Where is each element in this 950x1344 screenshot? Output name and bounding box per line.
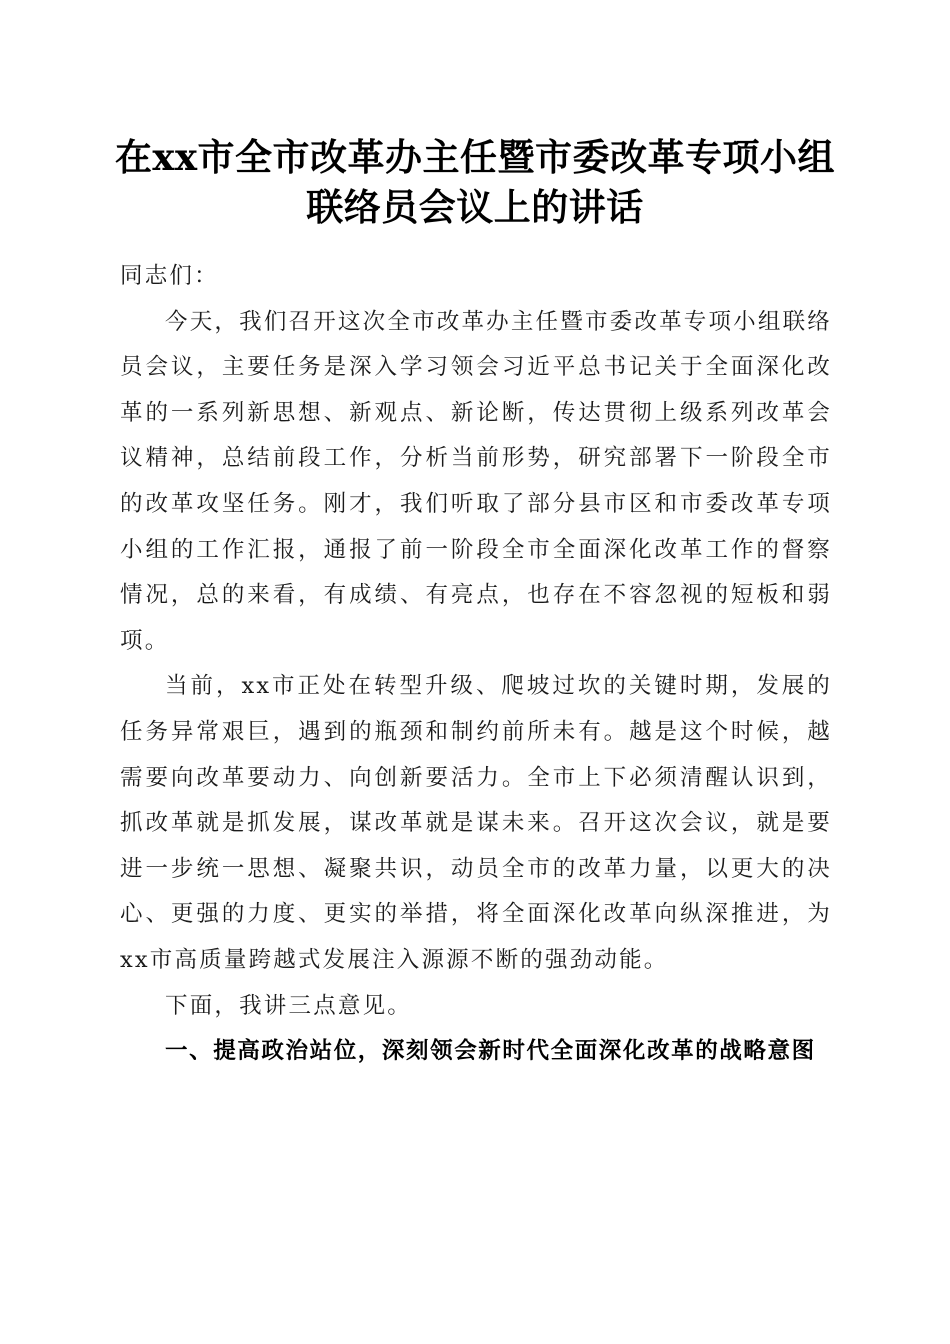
paragraph-transition: 下面，我讲三点意见。	[165, 992, 413, 1019]
salutation: 同志们：	[120, 263, 219, 289]
document-body	[120, 254, 832, 1075]
section-heading-1: 一、提高政治站位，深刻领会新时代全面深化改革的战略意图	[165, 1038, 816, 1065]
title-line-2: 联络员会议上的讲话	[306, 185, 644, 229]
title-line-1: 在xx市全市改革办主任暨市委改革专项小组	[114, 135, 836, 179]
document-title	[100, 132, 850, 232]
paragraph-opening: 今天，我们召开这次全市改革办主任暨市委改革专项小组联络员会议，主要任务是深入学习领会习近平总书记关于全面深化改革的一系列新思想、新观点、新论断，传达贯彻上级系列改革会议精神，总结前段工作，分析当前形势，研究部署下一阶段全市的改革攻坚任务。刚才，我们听取了部分县市区和市委改革专项小组的工作汇报，通报了前一阶段全市全面深化改革工作的督察情况，总的来看，有成绩、有亮点，也存在不容忽视的短板和弱项。	[120, 308, 832, 654]
paragraph-situation: 当前，xx市正处在转型升级、爬坡过坎的关键时期，发展的任务异常艰巨，遇到的瓶颈和制约前所未有。越是这个时候，越需要向改革要动力、向创新要活力。全市上下必须清醒认识到，抓改革就是抓发展，谋改革就是谋未来。召开这次会议，就是要进一步统一思想、凝聚共识，动员全市的改革力量，以更大的决心、更强的力度、更实的举措，将全面深化改革向纵深推进，为xx市高质量跨越式发展注入源源不断的强劲动能。	[120, 673, 832, 973]
